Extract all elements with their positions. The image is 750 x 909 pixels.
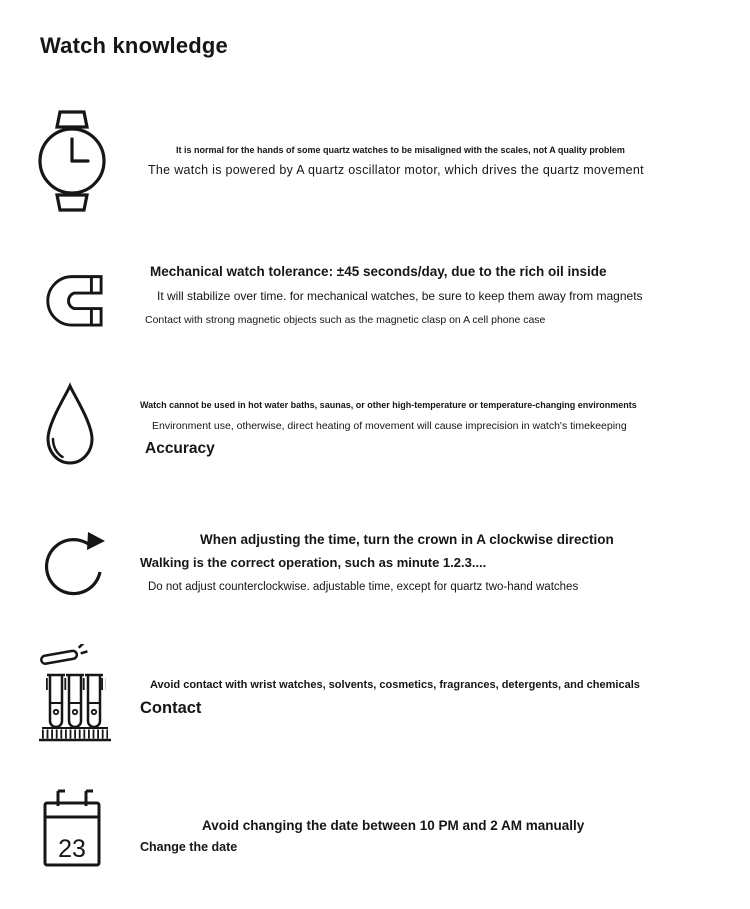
crown-walking-heading: Walking is the correct operation, such as minute 1.2.3.... <box>140 555 487 570</box>
contact-heading: Contact <box>140 699 202 717</box>
change-date-heading: Change the date <box>140 840 238 854</box>
temperature-warning-note: Watch cannot be used in hot water baths, saunas, or other high-temperature or temperature-changing environments <box>140 400 637 410</box>
magnet-icon <box>42 263 104 329</box>
test-tubes-icon <box>36 644 114 744</box>
crown-clockwise-heading: When adjusting the time, turn the crown in A clockwise direction <box>200 532 614 547</box>
temperature-environment-text: Environment use, otherwise, direct heating of movement will cause imprecision in watch's timekeeping <box>152 420 627 432</box>
page-title: Watch knowledge <box>40 33 228 58</box>
crown-counterclockwise-note: Do not adjust counterclockwise. adjustable time, except for quartz two-hand watches <box>148 581 579 593</box>
calendar-icon <box>42 788 102 870</box>
accuracy-heading: Accuracy <box>145 440 215 457</box>
magnet-tolerance-heading: Mechanical watch tolerance: ±45 seconds/day, due to the rich oil inside <box>150 264 607 279</box>
rotate-arrow-icon <box>42 520 108 602</box>
date-avoid-heading: Avoid changing the date between 10 PM and 2 AM manually <box>202 818 585 833</box>
watch-icon <box>38 110 106 212</box>
water-drop-icon <box>40 382 100 470</box>
calendar-day: 23 <box>58 835 86 863</box>
chemicals-avoid-text: Avoid contact with wrist watches, solvents, cosmetics, fragrances, detergents, and chemicals <box>150 679 640 691</box>
magnet-stabilize-text: It will stabilize over time. for mechanical watches, be sure to keep them away from magnets <box>157 289 643 303</box>
quartz-misalignment-note: It is normal for the hands of some quartz watches to be misaligned with the scales, not A quality problem <box>176 145 625 155</box>
quartz-movement-text: The watch is powered by A quartz oscillator motor, which drives the quartz movement <box>148 163 644 177</box>
magnet-contact-note: Contact with strong magnetic objects such as the magnetic clasp on A cell phone case <box>145 314 546 326</box>
